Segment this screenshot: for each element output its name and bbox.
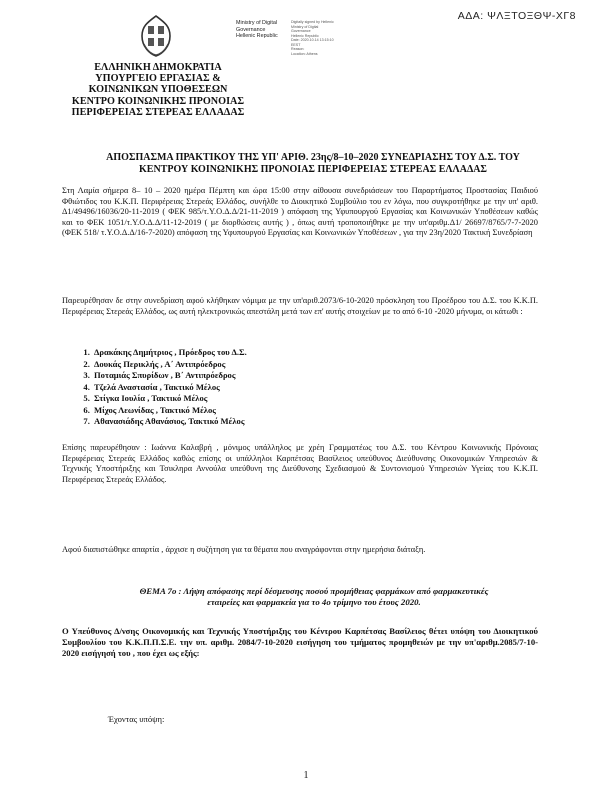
member-item: 6. Μίχος Λεωνίδας , Τακτικό Μέλος (92, 405, 247, 417)
paragraph-quorum: Αφού διαπιστώθηκε απαρτία , άρχισε η συζήτηση για τα θέματα που αναγράφονται στην ημερήσια διάταξη. (62, 545, 426, 554)
paragraph-attendance: Παρευρέθησαν δε στην συνεδρίαση αφού κλήθηκαν νόμιμα με την υπ'αριθ.2073/6-10-2020 πρόσκληση του Προέδρου του Δ.Σ. του Κ.Κ.Π. Περιφέρειας Στερεάς Ελλάδος, ως αυτή ηλεκτρονικώς απεστάλη μετά των επ' αυτής στοιχείων με το από 6-10 -2020 μήνυμα, οι κάτωθι : (62, 296, 538, 316)
signature-line: Hellenic Republic (291, 33, 319, 38)
signature-line: Date: 2020.10.14 13:15:10 (291, 38, 334, 42)
agenda-topic (92, 586, 536, 608)
member-item: 7. Αθανασιάδης Αθανάσιος, Τακτικό Μέλος (92, 416, 247, 428)
member-item: 5. Στίγκα Ιουλία , Τακτικό Μέλος (92, 393, 247, 405)
signature-line: Ministry of Digital (291, 24, 319, 29)
signature-line: Digitally signed by Hellenic (291, 20, 334, 24)
signature-line: EEST (291, 42, 301, 47)
digital-signature-block (291, 20, 371, 56)
member-item: 4. Τζελά Αναστασία , Τακτικό Μέλος (92, 382, 247, 394)
page-number: 1 (303, 770, 309, 781)
member-item: 2. Δουκάς Περικλής , Α΄ Αντιπρόεδρος (92, 359, 247, 371)
ministry-line: Governance (236, 26, 266, 33)
org-line: ΚΕΝΤΡΟ ΚΟΙΝΩΝΙΚΗΣ ΠΡΟΝΟΙΑΣ (71, 95, 245, 107)
greek-emblem-icon (138, 14, 174, 58)
signature-line: Governance (291, 29, 311, 33)
topic-line: εταιρείες και φαρμακεία για το 4ο τρίμηνο του έτους 2020. (207, 597, 421, 607)
org-line: ΥΠΟΥΡΓΕΙΟ ΕΡΓΑΣΙΑΣ & (95, 73, 221, 85)
org-line: ΠΕΡΙΦΕΡΕΙΑΣ ΣΤΕΡΕΑΣ ΕΛΛΑΔΑΣ (71, 106, 245, 118)
ministry-line: Ministry of Digital (236, 20, 278, 26)
organization-header (58, 62, 258, 118)
paragraph-meeting-intro: Στη Λαμία σήμερα 8– 10 – 2020 ημέρα Πέμπτη και ώρα 15:00 στην αίθουσα συνεδριάσεων του Παραρτήματος Προστασίας Παιδιού Φθιώτιδος του Κ.Κ.Π. Περιφέρειας Στερεάς Ελλάδος, συνήλθε το Διοικητικό Συμβούλιο του εν λόγω, που συγκροτήθηκε με την υπ' αριθ. Δ1/49496/16036/20-11-2019 ( ΦΕΚ 985/τ.Υ.Ο.Δ.Δ/21-11-2019 ) απόφαση της Υφυπουργού Εργασίας και Κοινωνικών Υποθέσεων καθώς και το ΦΕΚ 1051/τ.Υ.Ο.Δ.Δ/11-12-2019 ( με διορθώσεις αυτής ) , όπως αυτή τροποποιήθηκε με την υπ'αριθμ.Δ1/ 26697/8765/7-7-2020 (ΦΕΚ 518/ τ.Υ.Ο.Δ.Δ/16-7-2020) απόφαση της Υφυπουργού Εργασίας και Κοινωνικών Υποθέσεων , για την 23η/2020 Τακτική Συνεδρίαση (62, 186, 538, 238)
title-line: ΑΠΟΣΠΑΣΜΑ ΠΡΑΚΤΙΚΟΥ ΤΗΣ ΥΠ' ΑΡΙΘ. 23ης/8–10–2020 ΣΥΝΕΔΡΙΑΣΗΣ ΤΟΥ Δ.Σ. ΤΟΥ (106, 152, 520, 163)
org-line: ΕΛΛΗΝΙΚΗ ΔΗΜΟΚΡΑΤΙΑ (94, 62, 222, 73)
member-item: 3. Ποταμιάς Σπυρίδων , Β΄ Αντιπρόεδρος (92, 370, 247, 382)
ministry-line: Hellenic Republic (236, 33, 278, 40)
topic-line: ΘΕΜΑ 7ο : Λήψη απόφασης περί δέσμευσης ποσού προμήθειας φαρμάκων από φαρμακευτικές (139, 586, 489, 596)
signature-line: Location: Athens (291, 51, 318, 56)
ada-code: ΑΔΑ: ΨΛΞΤΟΞΘΨ-ΧΓ8 (457, 10, 576, 22)
members-list (80, 347, 247, 428)
paragraph-proposal: Ο Υπεύθυνος Δ/νσης Οικονομικής και Τεχνικής Υποστήριξης του Κέντρου Καρπέτσας Βασίλειος θέτει υπόψη του Διοικητικού Συμβουλίου του Κ.Κ.Π.Π.Σ.Ε. την υπ. αριθμ. 2084/7-10-2020 εισήγηση του τμήματος προμηθειών με την υπ'αριθμ.2085/7-10-2020 εισήγησή του , που έχει ως εξής: (62, 626, 538, 658)
title-line: ΚΕΝΤΡΟΥ ΚΟΙΝΩΝΙΚΗΣ ΠΡΟΝΟΙΑΣ ΠΕΡΙΦΕΡΕΙΑΣ ΣΤΕΡΕΑΣ ΕΛΛΑΔΑΣ (139, 164, 487, 175)
signature-line: Reason: (291, 47, 305, 51)
document-title (58, 152, 568, 176)
paragraph-considering: Έχοντας υπόψη: (108, 714, 165, 724)
paragraph-also-present: Επίσης παρευρέθησαν : Ιωάννα Καλαβρή , μόνιμος υπάλληλος με χρέη Γραμματέως του Δ.Σ. του Κέντρου Κοινωνικής Πρόνοιας Περιφέρειας Στερεάς Ελλάδος καθώς επίσης οι υπάλληλοι Καρπέτσας Βασίλειος υπεύθυνος Διεύθυνσης Οικονομικών Υπηρεσιών & Τεχνικής Υποστήριξης και Τσικληρα Αννούλα υπεύθυνη της Διεύθυνσης Σχεδιασμού & Συντονισμού Υπηρεσιών Υγείας του Κ.Κ.Π. Περιφέρειας Στερεάς Ελλάδος. (62, 443, 538, 484)
org-line: ΚΟΙΝΩΝΙΚΩΝ ΥΠΟΘΕΣΕΩΝ (88, 84, 228, 96)
member-item: 1. Δρακάκης Δημήτριος , Πρόεδρος του Δ.Σ. (92, 347, 247, 359)
ministry-name-en (236, 20, 278, 40)
